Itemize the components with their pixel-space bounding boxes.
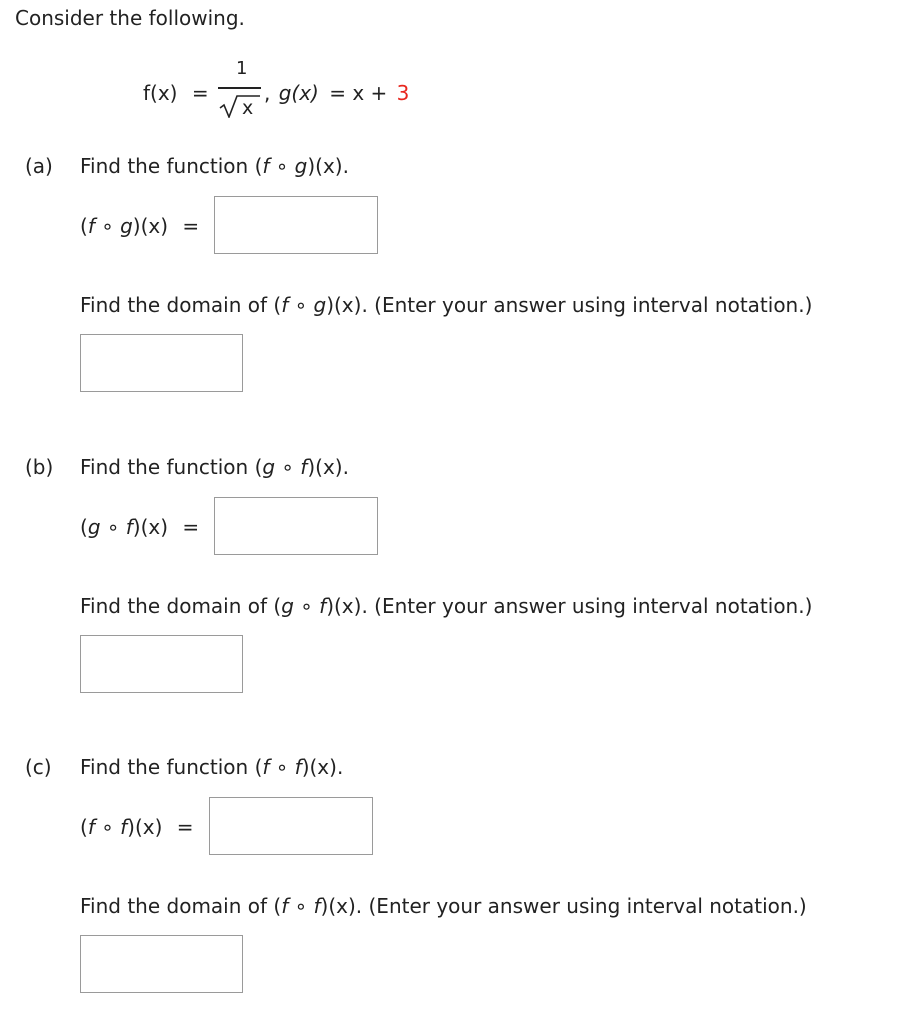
part-a-function-prompt: Find the function (f ∘ g)(x). <box>80 154 349 178</box>
g-lhs: g(x) <box>278 81 319 105</box>
part-c-domain-input[interactable] <box>80 935 243 993</box>
part-c-function-input[interactable] <box>209 797 373 855</box>
sqrt-icon <box>218 90 261 118</box>
g-rhs: = x + <box>329 81 388 105</box>
g-definition: , g(x) = x + 3 <box>264 81 410 105</box>
f-definition-lhs: f(x) = <box>143 81 209 105</box>
part-b-tag: (b) <box>25 455 54 479</box>
part-c-function-lhs: (f ∘ f)(x) = <box>80 815 194 839</box>
part-a-domain-prompt: Find the domain of (f ∘ g)(x). (Enter your answer using interval notation.) <box>80 293 813 317</box>
intro-text: Consider the following. <box>15 6 245 30</box>
part-a-tag: (a) <box>25 154 53 178</box>
part-b-function-lhs: (g ∘ f)(x) = <box>80 515 200 539</box>
f-denominator <box>218 90 261 118</box>
part-b-function-input[interactable] <box>214 497 378 555</box>
g-constant: 3 <box>396 81 410 105</box>
part-c-tag: (c) <box>25 755 52 779</box>
radicand: x <box>242 97 254 119</box>
part-b-domain-input[interactable] <box>80 635 243 693</box>
part-a-function-lhs: (f ∘ g)(x) = <box>80 214 200 238</box>
part-a-function-input[interactable] <box>214 196 378 254</box>
part-c-function-prompt: Find the function (f ∘ f)(x). <box>80 755 344 779</box>
part-b-function-prompt: Find the function (g ∘ f)(x). <box>80 455 349 479</box>
fraction-bar <box>218 87 261 89</box>
part-c-domain-prompt: Find the domain of (f ∘ f)(x). (Enter your answer using interval notation.) <box>80 894 807 918</box>
part-b-domain-prompt: Find the domain of (g ∘ f)(x). (Enter your answer using interval notation.) <box>80 594 813 618</box>
part-a-domain-input[interactable] <box>80 334 243 392</box>
f-numerator: 1 <box>236 58 248 79</box>
